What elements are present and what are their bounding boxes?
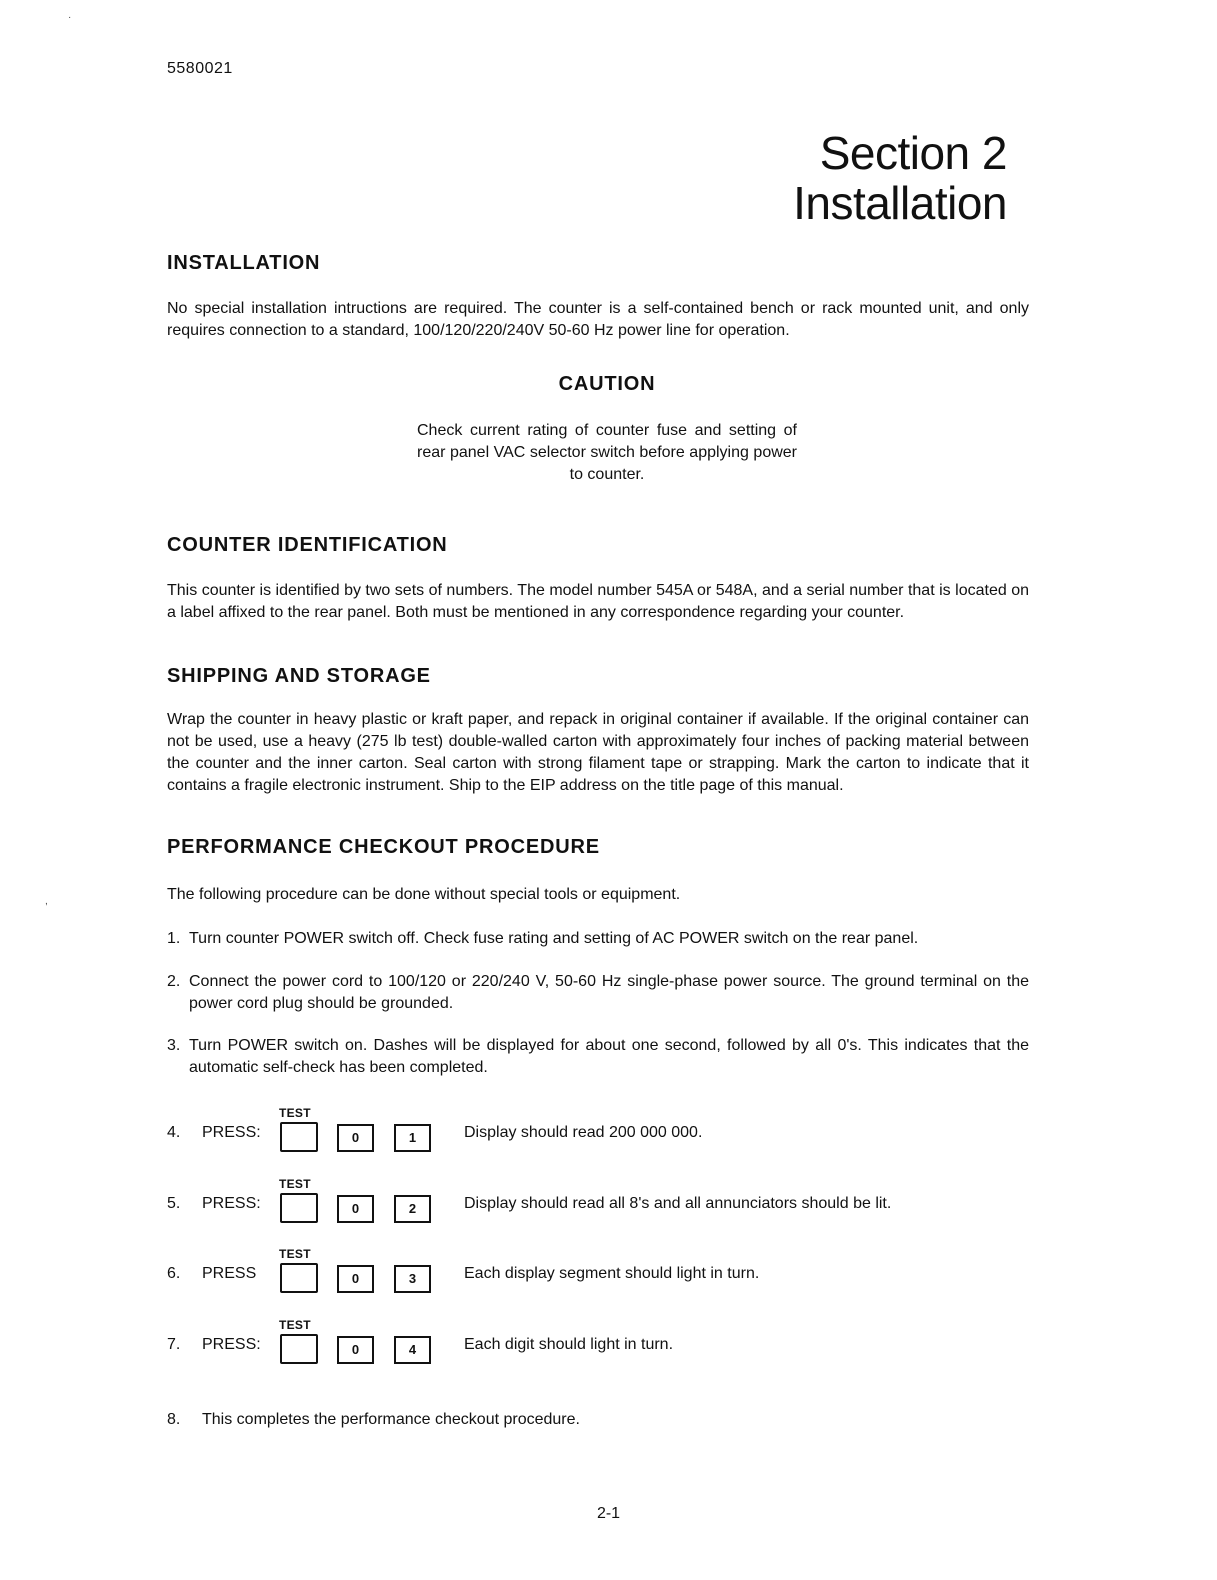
procedure-step: [167, 928, 1029, 950]
test-key-icon: [280, 1263, 318, 1293]
press-step: [167, 1106, 1029, 1166]
press-label: PRESS:: [202, 1124, 261, 1141]
step-number: 7.: [167, 1336, 181, 1353]
installation-text: No special installation intructions are required. The counter is a self-contained bench or rack mounted unit, and only requires connection to a standard, 100/120/220/240V 50-60 Hz power line for operation.: [167, 300, 1029, 339]
expected-result: Each digit should light in turn.: [464, 1336, 674, 1353]
performance-heading: PERFORMANCE CHECKOUT PROCEDURE: [167, 836, 600, 858]
digit-key-icon: 2: [394, 1195, 431, 1223]
document-number: 5580021: [167, 60, 233, 77]
zero-key-icon: 0: [337, 1195, 374, 1223]
scan-speck: ,: [45, 896, 48, 907]
press-step: [167, 1318, 1029, 1378]
expected-result: Each display segment should light in turn.: [464, 1265, 760, 1282]
section-title-line1: Section 2: [819, 127, 1007, 179]
press-step: [167, 1177, 1029, 1237]
procedure-step: [167, 971, 1029, 1015]
test-key-icon: [280, 1334, 318, 1364]
test-key-label: TEST: [279, 1318, 311, 1332]
procedure-step: [167, 1409, 1029, 1431]
section-title-line2: Installation: [793, 177, 1007, 229]
caution-heading: CAUTION: [558, 373, 656, 395]
installation-heading: INSTALLATION: [167, 252, 321, 274]
scan-speck: ·: [68, 12, 72, 23]
page-number: 2-1: [596, 1505, 621, 1522]
test-key-label: TEST: [279, 1106, 311, 1120]
expected-result: Display should read 200 000 000.: [464, 1124, 703, 1141]
shipping-heading: SHIPPING AND STORAGE: [167, 665, 431, 687]
zero-key-icon: 0: [337, 1124, 374, 1152]
step-number: 2.: [167, 973, 181, 990]
step-number: 3.: [167, 1037, 181, 1054]
test-key-icon: [280, 1193, 318, 1223]
caution-text: Check current rating of counter fuse and setting of rear panel VAC selector switch before applying power to counter.: [417, 422, 797, 483]
counter-identification-text: This counter is identified by two sets of numbers. The model number 545A or 548A, and a serial number that is located on a label affixed to the rear panel. Both must be mentioned in any correspondence regarding your counter.: [167, 582, 1029, 621]
step-number: 5.: [167, 1195, 181, 1212]
press-label: PRESS:: [202, 1195, 261, 1212]
press-label: PRESS: [202, 1265, 257, 1282]
digit-key-icon: 3: [394, 1265, 431, 1293]
zero-key-icon: 0: [337, 1265, 374, 1293]
test-key-icon: [280, 1122, 318, 1152]
digit-key-icon: 4: [394, 1336, 431, 1364]
step-number: 8.: [167, 1411, 181, 1428]
step-text: Turn counter POWER switch off. Check fuse rating and setting of AC POWER switch on the rear panel.: [189, 930, 919, 947]
test-key-label: TEST: [279, 1247, 311, 1261]
step-text: Connect the power cord to 100/120 or 220/240 V, 50-60 Hz single-phase power source. The ground terminal on the power cord plug should be grounded.: [189, 973, 1029, 1012]
step-number: 1.: [167, 930, 181, 947]
procedure-step: [167, 1035, 1029, 1079]
counter-identification-heading: COUNTER IDENTIFICATION: [167, 534, 448, 556]
step-number: 6.: [167, 1265, 181, 1282]
performance-intro: The following procedure can be done without special tools or equipment.: [167, 886, 681, 903]
step-number: 4.: [167, 1124, 181, 1141]
zero-key-icon: 0: [337, 1336, 374, 1364]
digit-key-icon: 1: [394, 1124, 431, 1152]
step-text: Turn POWER switch on. Dashes will be displayed for about one second, followed by all 0's. This indicates that the automatic self-check has been completed.: [189, 1037, 1029, 1076]
press-step: [167, 1247, 1029, 1307]
press-label: PRESS:: [202, 1336, 261, 1353]
expected-result: Display should read all 8's and all annunciators should be lit.: [464, 1195, 892, 1212]
section-title: [793, 128, 1007, 228]
step-text: This completes the performance checkout procedure.: [202, 1411, 580, 1428]
test-key-label: TEST: [279, 1177, 311, 1191]
shipping-text: Wrap the counter in heavy plastic or kraft paper, and repack in original container if available. If the original container can not be used, use a heavy (275 lb test) double-walled carton with approximately four inches of packing material between the counter and the inner carton. Seal carton with strong filament tape or strapping. Mark the carton to indicate that it contains a fragile electronic instrument. Ship to the EIP address on the title page of this manual.: [167, 711, 1029, 794]
